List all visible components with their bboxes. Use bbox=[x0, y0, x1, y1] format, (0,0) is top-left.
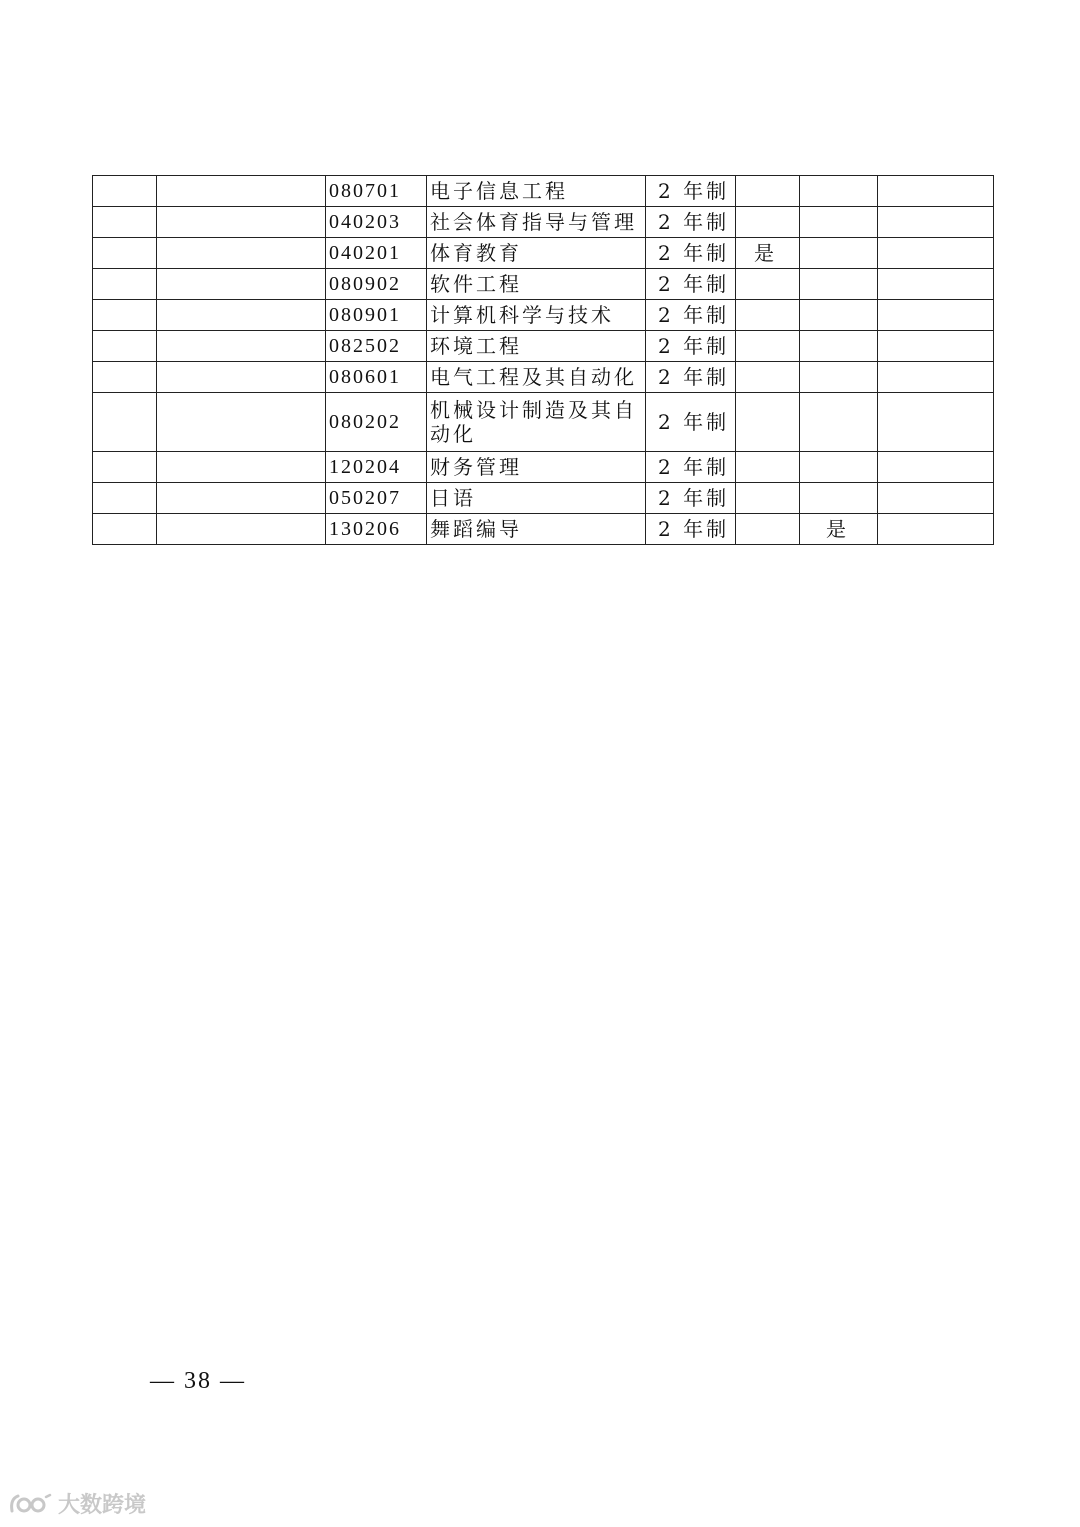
cell-col2 bbox=[157, 238, 326, 269]
cell-col8 bbox=[878, 269, 994, 300]
cell-col8 bbox=[878, 452, 994, 483]
table-row bbox=[93, 269, 994, 300]
duration: 2 年制 bbox=[646, 514, 736, 545]
cell-col1 bbox=[93, 514, 157, 545]
cell-col2 bbox=[157, 300, 326, 331]
table-row bbox=[93, 300, 994, 331]
duration: 2 年制 bbox=[646, 393, 736, 452]
flag-a bbox=[736, 514, 800, 545]
cell-col8 bbox=[878, 514, 994, 545]
cell-col1 bbox=[93, 269, 157, 300]
flag-b bbox=[800, 207, 878, 238]
duration: 2 年制 bbox=[646, 483, 736, 514]
major-code: 120204 bbox=[326, 452, 427, 483]
cell-col2 bbox=[157, 514, 326, 545]
major-name: 社会体育指导与管理 bbox=[427, 207, 646, 238]
major-code: 080902 bbox=[326, 269, 427, 300]
watermark-text: 大数跨境 bbox=[58, 1493, 147, 1518]
cell-col8 bbox=[878, 393, 994, 452]
cell-col8 bbox=[878, 300, 994, 331]
major-name: 日语 bbox=[427, 483, 646, 514]
table-row bbox=[93, 483, 994, 514]
cell-col8 bbox=[878, 483, 994, 514]
flag-a: 是 bbox=[736, 238, 800, 269]
duration: 2 年制 bbox=[646, 300, 736, 331]
flag-a bbox=[736, 331, 800, 362]
flag-a bbox=[736, 269, 800, 300]
table-row bbox=[93, 207, 994, 238]
cell-col2 bbox=[157, 483, 326, 514]
flag-b bbox=[800, 393, 878, 452]
cell-col1 bbox=[93, 238, 157, 269]
major-name: 体育教育 bbox=[427, 238, 646, 269]
major-code: 080601 bbox=[326, 362, 427, 393]
cell-col1 bbox=[93, 300, 157, 331]
major-code: 080901 bbox=[326, 300, 427, 331]
cell-col1 bbox=[93, 331, 157, 362]
table-row bbox=[93, 393, 994, 452]
flag-b bbox=[800, 176, 878, 207]
cell-col2 bbox=[157, 269, 326, 300]
cell-col8 bbox=[878, 176, 994, 207]
flag-a bbox=[736, 176, 800, 207]
major-name: 机械设计制造及其自动化 bbox=[427, 393, 646, 452]
flag-b bbox=[800, 483, 878, 514]
major-code: 082502 bbox=[326, 331, 427, 362]
major-code: 040203 bbox=[326, 207, 427, 238]
major-name: 环境工程 bbox=[427, 331, 646, 362]
table-row bbox=[93, 362, 994, 393]
cell-col1 bbox=[93, 452, 157, 483]
cell-col2 bbox=[157, 207, 326, 238]
flag-b bbox=[800, 362, 878, 393]
majors-table-container bbox=[92, 175, 993, 545]
cell-col1 bbox=[93, 176, 157, 207]
duration: 2 年制 bbox=[646, 238, 736, 269]
flag-b bbox=[800, 331, 878, 362]
cell-col8 bbox=[878, 362, 994, 393]
major-code: 130206 bbox=[326, 514, 427, 545]
cell-col2 bbox=[157, 393, 326, 452]
flag-b: 是 bbox=[800, 514, 878, 545]
major-name: 软件工程 bbox=[427, 269, 646, 300]
flag-a bbox=[736, 300, 800, 331]
major-name: 财务管理 bbox=[427, 452, 646, 483]
major-name: 舞蹈编导 bbox=[427, 514, 646, 545]
cell-col8 bbox=[878, 331, 994, 362]
major-name: 计算机科学与技术 bbox=[427, 300, 646, 331]
watermark bbox=[8, 1488, 146, 1519]
cell-col8 bbox=[878, 238, 994, 269]
major-name: 电子信息工程 bbox=[427, 176, 646, 207]
major-code: 040201 bbox=[326, 238, 427, 269]
major-code: 080202 bbox=[326, 393, 427, 452]
cell-col2 bbox=[157, 331, 326, 362]
flag-a bbox=[736, 393, 800, 452]
logo-icon bbox=[8, 1491, 52, 1517]
cell-col1 bbox=[93, 483, 157, 514]
table-row bbox=[93, 514, 994, 545]
duration: 2 年制 bbox=[646, 176, 736, 207]
cell-col1 bbox=[93, 393, 157, 452]
flag-b bbox=[800, 238, 878, 269]
cell-col8 bbox=[878, 207, 994, 238]
cell-col1 bbox=[93, 207, 157, 238]
duration: 2 年制 bbox=[646, 452, 736, 483]
cell-col2 bbox=[157, 452, 326, 483]
flag-b bbox=[800, 300, 878, 331]
major-code: 050207 bbox=[326, 483, 427, 514]
flag-a bbox=[736, 207, 800, 238]
major-code: 080701 bbox=[326, 176, 427, 207]
duration: 2 年制 bbox=[646, 207, 736, 238]
table-row bbox=[93, 452, 994, 483]
major-name: 电气工程及其自动化 bbox=[427, 362, 646, 393]
flag-b bbox=[800, 452, 878, 483]
duration: 2 年制 bbox=[646, 362, 736, 393]
flag-b bbox=[800, 269, 878, 300]
duration: 2 年制 bbox=[646, 331, 736, 362]
cell-col2 bbox=[157, 176, 326, 207]
cell-col1 bbox=[93, 362, 157, 393]
page-number: — 38 — bbox=[150, 1368, 246, 1394]
flag-a bbox=[736, 362, 800, 393]
flag-a bbox=[736, 452, 800, 483]
flag-a bbox=[736, 483, 800, 514]
table-row bbox=[93, 331, 994, 362]
cell-col2 bbox=[157, 362, 326, 393]
table-row bbox=[93, 238, 994, 269]
table-row bbox=[93, 176, 994, 207]
majors-table bbox=[92, 175, 994, 545]
duration: 2 年制 bbox=[646, 269, 736, 300]
